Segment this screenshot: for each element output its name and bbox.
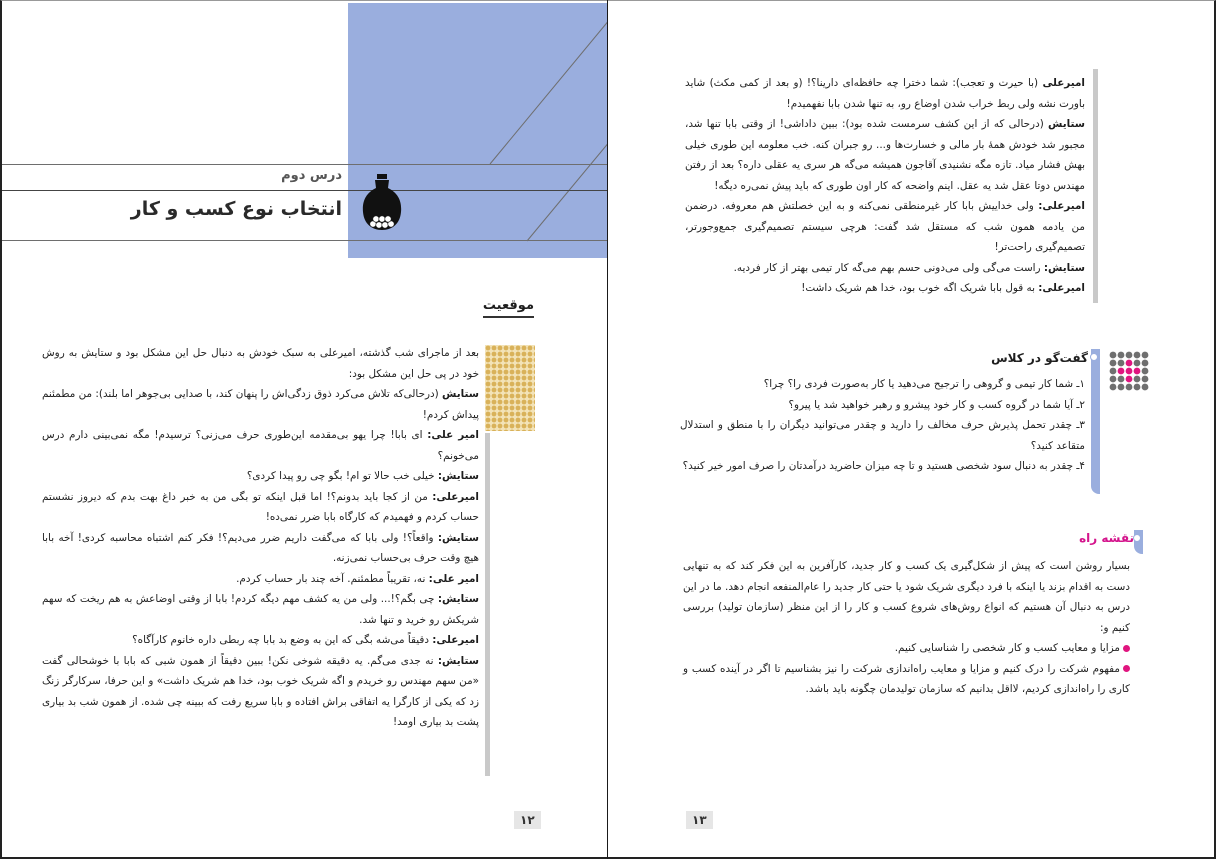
page-number-right: ۱۳ [686,811,713,829]
roadmap-bullet: مفهوم شرکت را درک کنیم و مزایا و معایب راه‌اندازی شرکت را نیز بشناسیم تا اگر در آینده کسب‌ و کاری را راه‌اندازی کردیم، لااقل بدانیم که سازمان تولیدمان چگونه باید باشد. [683,662,1130,695]
right-page [608,0,1216,859]
roadmap-title: نقشه راه [1079,531,1134,545]
paragraph: ستایش: نه جدی می‌گم. یه دقیقه شوخی نکن! ببین دقیقاً از همون شبی که بابا با خوشحالی گفت «من سهم مهندس رو خریدم و اگه شریک خوب بود، خدا هم شریک داشت» و این حرفا، سرکارگر زنگ زد که یکی از کارگرا یه اتفاقی براش افتاده و بابا سریع رفت که ببینه چی شده. از همون شب بد بیاری پشت بد بیاری اومد! [42,654,479,728]
paragraph: امیر علی: نه، تقریباً مطمئنم. آخه چند بار حساب کردم. [236,572,479,585]
paragraph: بعد از ماجرای شب گذشته، امیرعلی به سبک خودش به دنبال حل این مشکل بود و ستایش به روش خود در پی حل این مشکل بود: [42,347,479,380]
paragraph: ستایش: خیلی خب حالا تو ام! بگو چی رو پیدا کردی؟ [246,470,479,482]
dialog-line: امیرعلی: به قول بابا شریک اگه خوب بود، خدا هم شریک داشت! [801,282,1085,294]
discussion-question: ۳ـ چقدر تحمل پذیرش حرف مخالف را دارید و چقدر می‌توانید دیگران را با منطق و استدلال متقاعد کنید؟ [680,419,1085,452]
discussion-question: ۲ـ آیا شما در گروه کسب و کار خود پیشرو و رهبر خواهید شد یا پیرو؟ [788,398,1085,411]
paragraph: ستایش: چی بگم؟!... ولی من یه کشف مهم دیگه کردم! بابا از وقتی اوضاعش به هم ریخت که سهم شریکش رو خرید و تنها شد. [42,593,479,626]
dialog-line: ستایش: راست می‌گی ولی می‌دونی حسم بهم می‌گه کار تیمی بهتر از کار فردیه. [733,261,1085,274]
bullet-dot-icon [1123,645,1130,652]
dot-grid-icon [1108,350,1150,392]
paragraph: امیرعلی: من از کجا باید بدونم؟! اما قبل اینکه تو بگی من به خبر داغ بهت بدم که دیروز نشستم حساب کردم و فهمیدم که کارگاه بابا ضرر نمی‌ده! [42,490,479,523]
roadmap-bullet: مزایا و معایب کسب و کار شخصی را شناسایی کنیم. [683,638,1130,659]
dialog-margin-bar [1093,69,1098,303]
paragraph: ستایش (درحالی‌که تلاش می‌کرد ذوق زدگی‌اش را پنهان کند، با صدایی بی‌جوهر اما بلند): من مطمئنم پیداش کردم! [42,388,479,421]
section-heading-situation: موقعیت [483,298,534,318]
roadmap-body [683,556,1130,700]
left-margin-bar [485,433,490,776]
discussion-question: ۴ـ چقدر به دنبال سود شخصی هستید و تا چه میزان حاضرید درآمدتان را صرف امور خیر کنید؟ [682,460,1085,472]
bullet-dot-icon [1123,665,1130,672]
paragraph: امیرعلی: دقیقاً می‌شه بگی که این به وضع بد بابا چه ربطی داره خانوم کارآگاه؟ [132,634,479,646]
paragraph: ستایش: واقعاً؟! ولی بابا که می‌گفت داریم ضرر می‌دیم؟! فکر کنم اشتباه محاسبه کردی! آخه بابا هیچ وقت حرف بی‌حساب نمی‌زنه. [42,531,479,564]
lesson-number: درس دوم [281,168,342,183]
roadmap-bullet-dot [1133,534,1141,542]
diamond-pattern [485,345,535,431]
dialog-line: ستایش (درحالی که از این کشف سرمست شده بود): ببین داداشی! از وقتی بابا تنها شد، مجبور شد خودش همهٔ بار مالی و خسارت‌ها و... رو جبران کنه. خب معلومه این طوری خیلی بهش فشار میاد. تازه مگه نشنیدی آقاجون همیشه می‌گه هر سری یه عقلی داره؟ بعد از رفتن مهندس دوتا عقل شد یه عقل. اینم واضحه که کار اون طوری که باید پیش نمی‌ره دیگه! [685,118,1085,192]
left-page-body [42,343,479,733]
discussion-title: گفت‌گو در کلاس [991,351,1088,365]
discussion-bullet-dot [1090,353,1098,361]
dialog-body [685,73,1085,299]
page-number-left: ۱۲ [514,811,541,829]
roadmap-intro: بسیار روشن است که پیش از شکل‌گیری یک کسب و کار جدید، کارآفرین به این فکر کند که به تنهایی دست به اقدام بزند یا اینکه با فرد دیگری شریک شود یا حتی کار جدید را عام‌المنفعه انجام دهد. ما در این درس به دنبال آن هستیم که انواع روش‌های شروع کسب و کار را از این منظر (سازمان تولید) بررسی کنیم و: [683,560,1130,634]
jar-icon [361,174,403,232]
dialog-line: امیرعلی (با حیرت و تعجب): شما دخترا چه حافظه‌ای دارینا؟! (و بعد از کمی مکث) شاید باورت نشه ولی ربط خراب شدن اوضاع رو، به تنها شدن بابا نفهمیدم! [685,77,1085,110]
header-rule-top [2,164,608,165]
paragraph: امیر علی: ای بابا! چرا یهو بی‌مقدمه این‌طوری حرف می‌زنی؟ ترسیدم! مگه نمی‌بینی دارم درس می‌خونم؟ [42,429,479,462]
discussion-questions [680,374,1085,477]
header-rule-middle [2,190,608,191]
header-rule-bottom [2,240,608,241]
discussion-question: ۱ـ شما کار تیمی و گروهی را ترجیح می‌دهید یا کار به‌صورت فردی را؟ چرا؟ [763,378,1085,390]
dialog-line: امیرعلی: ولی خداییش بابا کار غیرمنطقی نمی‌کنه و به این خصلتش هم معروفه. درضمن من یادمه همون شب که مستقل شد گفت: هرچی سیستم تصمیم‌گیری جمع‌وجورتر، تصمیم‌گیری راحت‌تر! [685,200,1085,253]
discussion-accent-bar [1091,349,1100,494]
lesson-title: انتخاب نوع کسب و کار [130,198,342,220]
